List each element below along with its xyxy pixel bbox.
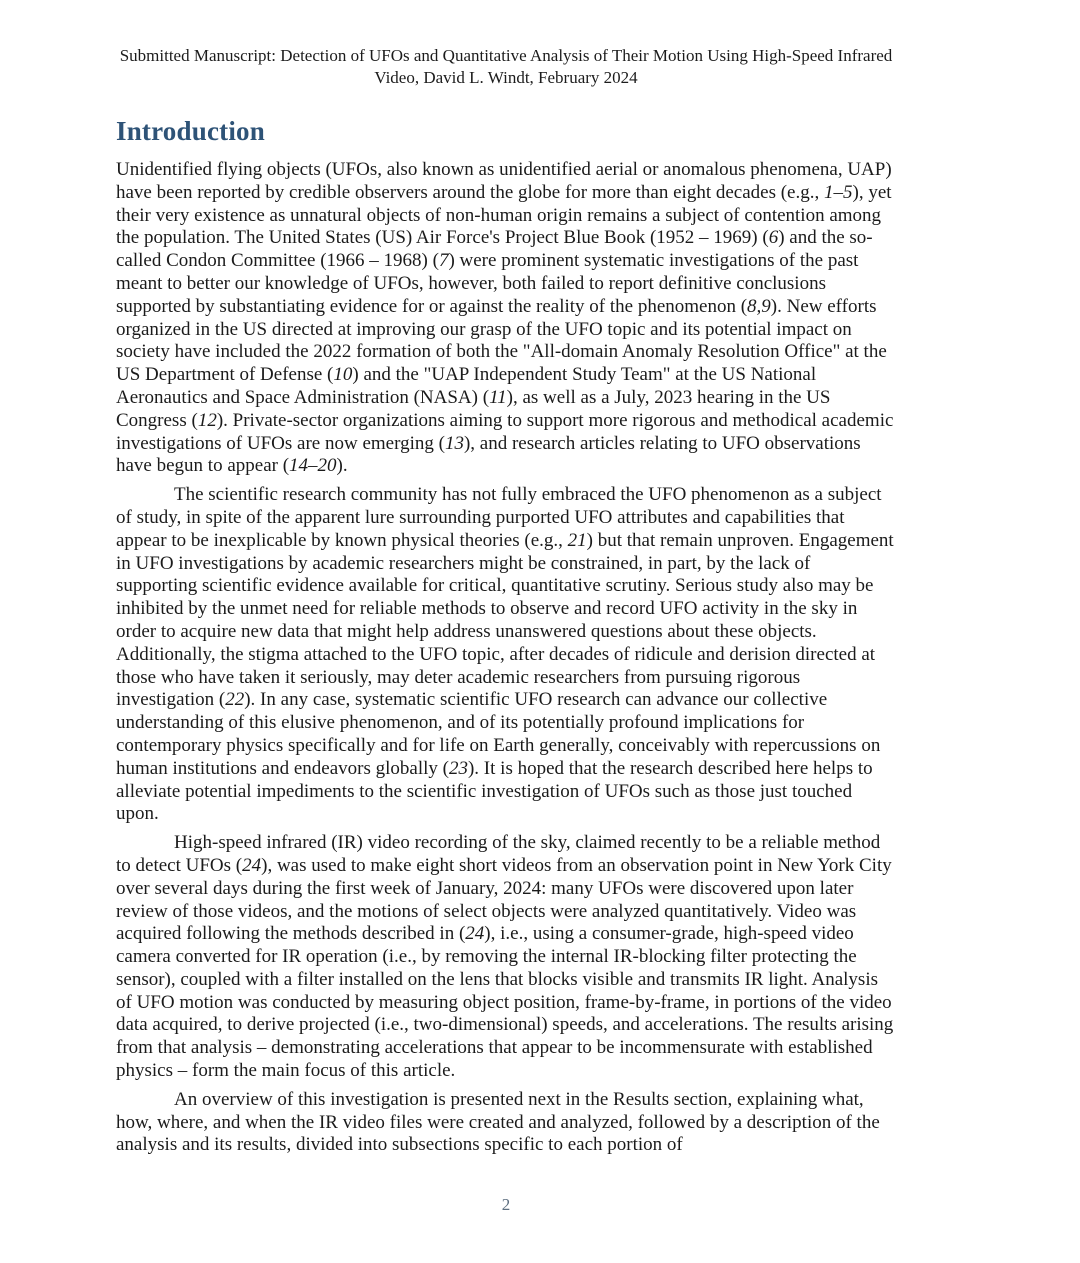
reference-number: 24: [465, 923, 485, 945]
paragraph: [116, 1089, 896, 1157]
paragraph: [116, 484, 896, 826]
reference-number: 22: [225, 689, 245, 711]
paragraph-text: ), and research articles relating to UFO observations have begun to appear (: [116, 432, 861, 477]
reference-number: 12: [197, 409, 217, 431]
paragraph-text: ). It is hoped that the research described here helps to alleviate potential impediments to the scientific investigation of UFOs such as those just touched upon.: [116, 757, 873, 825]
body-text: [116, 159, 896, 1157]
reference-number: 8,9: [747, 295, 771, 317]
reference-number: 7: [438, 250, 449, 272]
reference-number: 1–5: [824, 181, 853, 203]
paragraph-text: ), i.e., using a consumer-grade, high-speed video camera converted for IR operation (i.e., by removing the internal IR-blocking filter protecting the sensor), coupled with a filter installed on the lens that blocks visible and transmits IR light. Analysis of UFO motion was conducted by measuring object position, frame-by-frame, in portions of the video data acquired, to derive projected (i.e., two-dimensional) speeds, and accelerations. The results arising from that analysis – demonstrating accelerations that appear to be incommensurate with established physics – form the main focus of this article.: [116, 923, 894, 1082]
paragraph-text: An overview of this investigation is presented next in the Results section, explaining what, how, where, and when the IR video files were created and analyzed, followed by a description of the analysis and its results, divided into subsections specific to each portion of: [116, 1088, 880, 1156]
running-header-line2: Video, David L. Windt, February 2024: [374, 67, 638, 87]
paragraph-text: ) and the "UAP Independent Study Team" at the US National Aeronautics and Space Administration (NASA) (: [116, 364, 817, 408]
page-number: 2: [501, 1195, 511, 1214]
reference-number: 11: [489, 386, 507, 408]
page-content: [116, 0, 896, 1163]
paragraph-text: ), was used to make eight short videos from an observation point in New York City over several days during the first week of January, 2024: many UFOs were discovered upon later review of those videos, and the motions of select objects were analyzed quantitatively. Video was acquired following the methods described in (: [116, 854, 892, 945]
paragraph: [116, 159, 896, 478]
running-header-line1: Submitted Manuscript: Detection of UFOs and Quantitative Analysis of Their Motion Using High-Speed Infrared: [119, 46, 893, 65]
paragraph-text: ) and the so-called Condon Committee (1966 – 1968) (: [116, 227, 873, 272]
reference-number: 14–20: [289, 455, 337, 477]
paragraph-text: ), yet their very existence as unnatural objects of non-human origin remains a subject of contention among the population. The United States (US) Air Force's Project Blue Book (1952 – 1969) (: [116, 181, 892, 249]
paragraph: [116, 832, 896, 1083]
paragraph-text: Unidentified flying objects (UFOs, also known as unidentified aerial or anomalous phenomena, UAP) have been reported by credible observers around the globe for more than eight decades (e.g.,: [116, 159, 892, 203]
running-header: [116, 0, 896, 88]
paragraph-text: ). New efforts organized in the US directed at improving our grasp of the UFO topic and its potential impact on society have included the 2022 formation of both the "All-domain Anomaly Resolution Office" at the US Department of Defense (: [116, 295, 887, 386]
reference-number: 10: [333, 364, 353, 386]
paragraph-text: The scientific research community has not fully embraced the UFO phenomenon as a subject of study, in spite of the apparent lure surrounding purported UFO attributes and capabilities that appear to be inexplicable by known physical theories (e.g.,: [116, 484, 882, 551]
paragraph-text: ). Private-sector organizations aiming to support more rigorous and methodical academic investigations of UFOs are now emerging (: [116, 409, 894, 454]
reference-number: 23: [448, 757, 468, 779]
paragraph-text: ) but that remain unproven. Engagement in UFO investigations by academic researchers might be constrained, in part, by the lack of supporting scientific evidence available for critical, quantitative scrutiny. Serious study also may be inhibited by the unmet need for reliable methods to observe and record UFO activity in the sky in order to acquire new data that might help address unanswered questions about these objects. Additionally, the stigma attached to the UFO topic, after decades of ridicule and derision directed at those who have taken it seriously, may deter academic researchers from pursuing rigorous investigation (: [116, 529, 894, 711]
paragraph-text: High-speed infrared (IR) video recording of the sky, claimed recently to be a reliable method to detect UFOs (: [116, 832, 881, 876]
reference-number: 24: [242, 854, 262, 876]
reference-number: 6: [768, 227, 779, 249]
paragraph-text: ), as well as a July, 2023 hearing in the US Congress (: [116, 386, 831, 431]
reference-number: 21: [567, 529, 587, 551]
paragraph-text: ). In any case, systematic scientific UFO research can advance our collective understanding of this elusive phenomenon, and of its potentially profound implications for contemporary physics specifically and for life on Earth generally, conceivably with repercussions on human institutions and endeavors globally (: [116, 689, 881, 779]
paragraph-text: ) were prominent systematic investigations of the past meant to better our knowledge of UFOs, however, both failed to report definitive conclusions supported by substantiating evidence for or against the reality of the phenomenon (: [116, 250, 859, 317]
section-heading: Introduction: [116, 116, 265, 146]
paragraph-text: ).: [336, 455, 348, 477]
reference-number: 13: [444, 432, 464, 454]
